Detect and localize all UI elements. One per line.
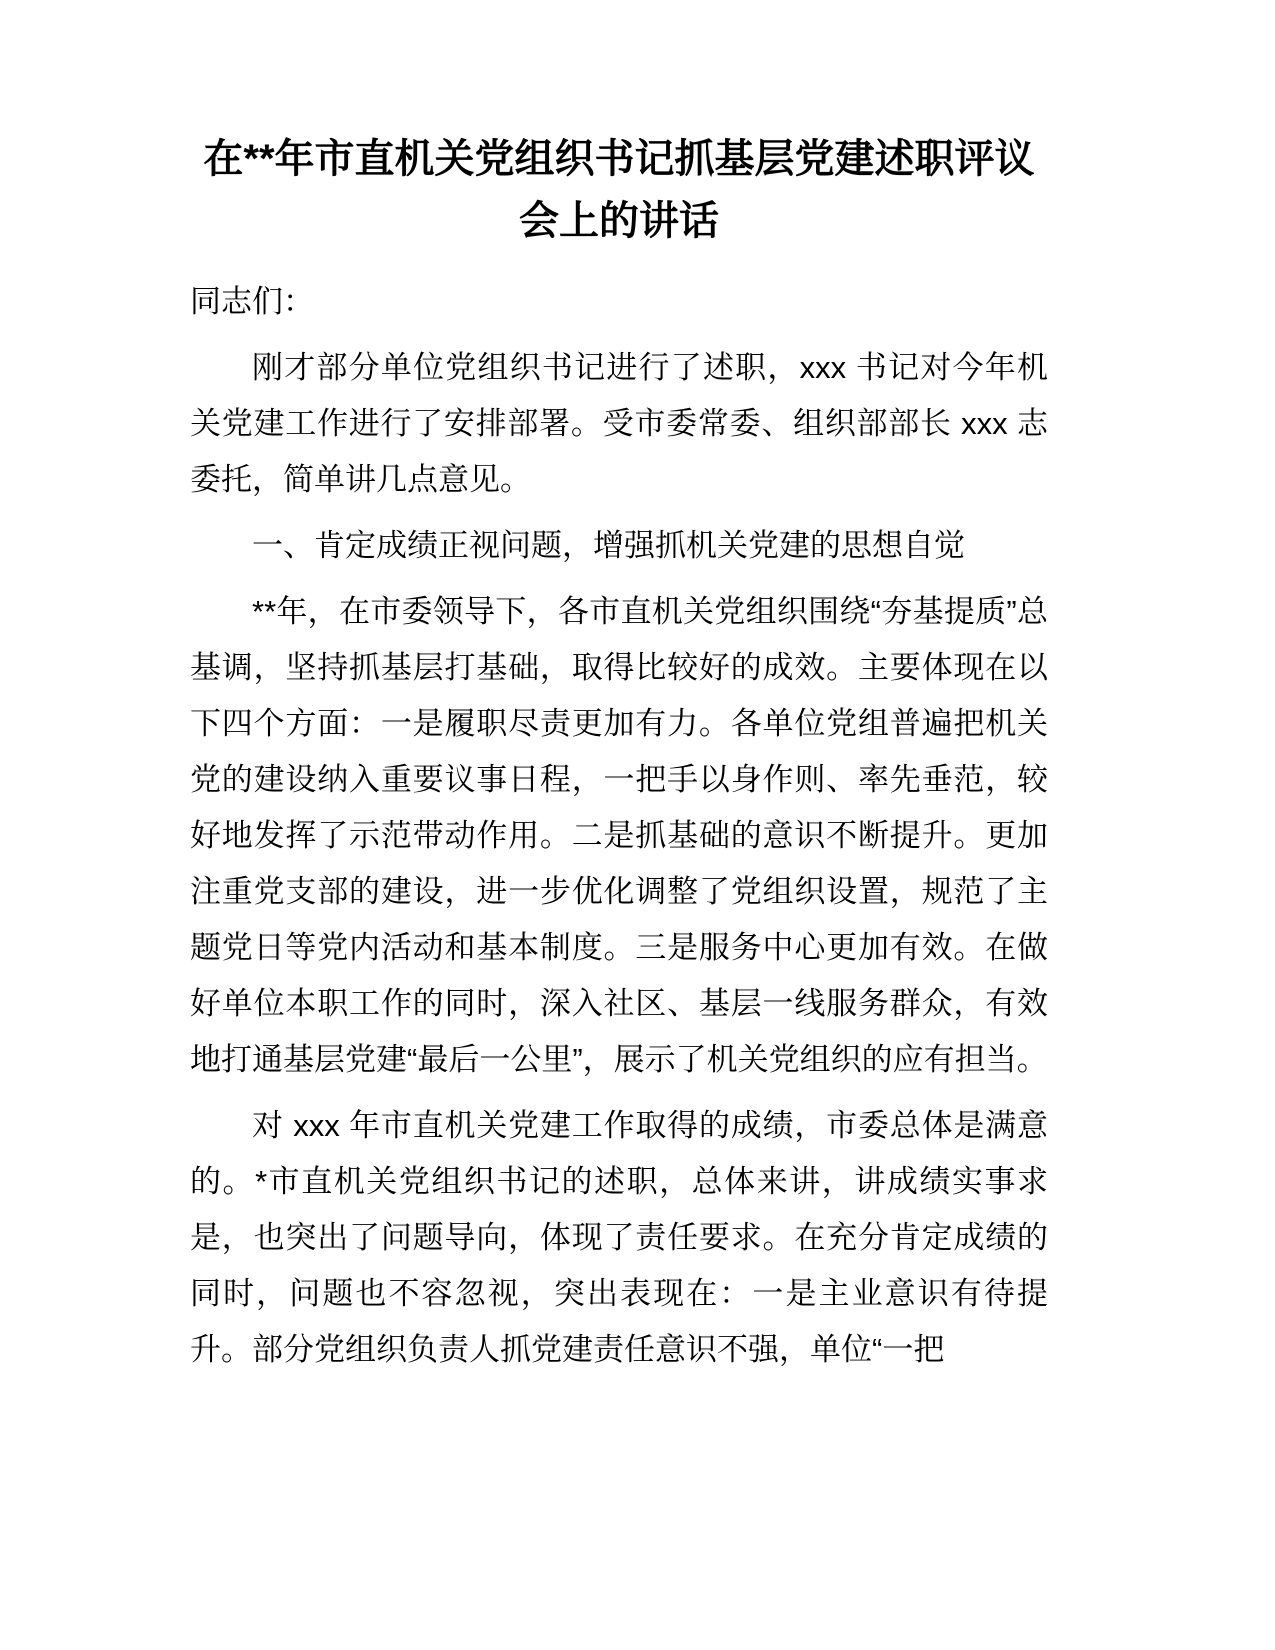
paragraph-problems: 对 xxx 年市直机关党建工作取得的成绩，市委总体是满意的。*市直机关党组织书记的述职，总体来讲，讲成绩实事求是，也突出了问题导向，体现了责任要求。在充分肯定成绩的同时，问题也不容忽视，突出表现在：一是主业意识有待提升。部分党组织负责人抓党建责任意识不强，单位“一把 xyxy=(190,1108,1048,1367)
paragraph-intro: 刚才部分单位党组织书记进行了述职，xxx 书记对今年机关党建工作进行了安排部署。受市委常委、组织部部长 xxx 志委托，简单讲几点意见。 xyxy=(190,350,1048,497)
document-body xyxy=(190,128,1048,1388)
page-title: 在**年市直机关党组织书记抓基层党建述职评议会上的讲话 xyxy=(203,137,1035,243)
paragraph-achievements: **年，在市委领导下，各市直机关党组织围绕“夯基提质”总基调，坚持抓基层打基础，取得比较好的成效。主要体现在以下四个方面：一是履职尽责更加有力。各单位党组普遍把机关党的建设纳入重要议事日程，一把手以身作则、率先垂范，较好地发挥了示范带动作用。二是抓基础的意识不断提升。更加注重党支部的建设，进一步优化调整了党组织设置，规范了主题党日等党内活动和基本制度。三是服务中心更加有效。在做好单位本职工作的同时，深入社区、基层一线服务群众，有效地打通基层党建“最后一公里”，展示了机关党组织的应有担当。 xyxy=(190,594,1048,1077)
section-heading-one: 一、肯定成绩正视问题，增强抓机关党建的思想自觉 xyxy=(252,528,965,563)
salutation: 同志们： xyxy=(190,284,314,319)
